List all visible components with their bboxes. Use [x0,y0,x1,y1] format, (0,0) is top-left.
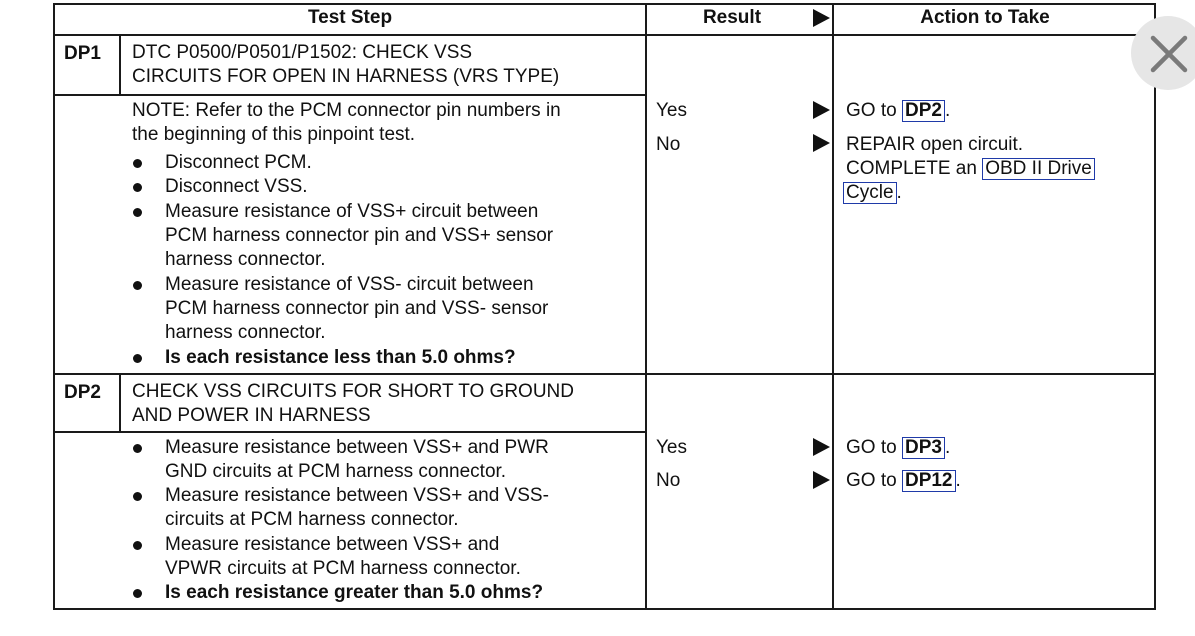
arrow-right-icon [813,471,830,489]
dp1-id-divider [119,34,121,95]
arrow-right-icon [813,9,830,27]
dp1-result-no: No [656,134,681,155]
bullet-icon [133,492,142,501]
close-button[interactable] [1131,16,1195,90]
dp1-no-action-line1: REPAIR open circuit. [846,134,1024,155]
bullet-icon [133,281,142,290]
header-action: Action to Take [920,7,1050,28]
bullet-icon [133,444,142,453]
dp2-yes-action-suffix: . [944,437,951,458]
result-column-divider [645,3,647,609]
header-test-step: Test Step [307,7,393,28]
dp1-bullet-4-line2: PCM harness connector pin and VSS- sensor [165,298,549,319]
table-border-bottom [53,608,1156,610]
dp1-bullet-3-line1: Measure resistance of VSS+ circuit between [165,201,539,222]
dp1-no-action-suffix: . [896,182,902,203]
obd-drive-cycle-link-cont[interactable]: Cycle [843,182,897,204]
dp1-bullet-2: Disconnect VSS. [165,176,308,197]
table-border-left [53,3,55,609]
dp2-no-action [846,469,961,493]
dp2-title-line2: AND POWER IN HARNESS [132,405,371,426]
dp1-result-yes: Yes [656,100,687,121]
dp2-no-action-suffix: . [955,470,961,491]
header-divider [53,34,1156,36]
dp1-yes-action-prefix: GO to [846,100,902,121]
dp1-no-action-line3 [843,181,902,205]
dp2-no-action-prefix: GO to [846,470,902,491]
dp2-bullet-2-line1: Measure resistance between VSS+ and VSS- [165,485,549,506]
dp2-result-yes: Yes [656,437,687,458]
arrow-right-icon [813,438,830,456]
table-border-right [1154,3,1156,609]
dp2-bullet-1-line1: Measure resistance between VSS+ and PWR [165,437,549,458]
arrow-right-icon [813,101,830,119]
dp2-id: DP2 [64,382,101,403]
bullet-icon [133,541,142,550]
dp2-bullet-1-line2: GND circuits at PCM harness connector. [165,461,507,482]
dp1-title-line2: CIRCUITS FOR OPEN IN HARNESS (VRS TYPE) [132,66,560,87]
bullet-icon [133,159,142,168]
dp1-bullet-3-line2: PCM harness connector pin and VSS+ sensor [165,225,554,246]
dp1-bullet-1: Disconnect PCM. [165,152,312,173]
dp1-no-action-prefix: COMPLETE an [846,158,983,179]
dp2-bullet-2-line2: circuits at PCM harness connector. [165,509,459,530]
dp2-link[interactable]: DP2 [902,100,945,122]
row-divider [53,373,1156,375]
bullet-icon [133,589,142,598]
header-result: Result [702,7,762,28]
dp2-question: Is each resistance greater than 5.0 ohms? [165,582,544,603]
dp1-yes-action-suffix: . [944,100,951,121]
dp2-id-divider [119,373,121,432]
bullet-icon [133,183,142,192]
dp2-bullet-3-line1: Measure resistance between VSS+ and [165,534,500,555]
dp1-yes-action [846,99,950,123]
dp2-bullet-3-line2: VPWR circuits at PCM harness connector. [165,558,521,579]
bullet-icon [133,354,142,363]
dp1-bullet-4-line1: Measure resistance of VSS- circuit between [165,274,534,295]
close-icon [1149,34,1189,74]
dp1-title-line1: DTC P0500/P0501/P1502: CHECK VSS [132,42,473,63]
dp1-no-action-line2 [846,157,1095,181]
dp3-link[interactable]: DP3 [902,437,945,459]
dp2-result-no: No [656,470,681,491]
dp1-bullet-3-line3: harness connector. [165,249,326,270]
dp1-id: DP1 [64,43,101,64]
dp1-bullet-4-line3: harness connector. [165,322,326,343]
action-column-divider [832,3,834,609]
dp2-title-line1: CHECK VSS CIRCUITS FOR SHORT TO GROUND [132,381,574,402]
obd-drive-cycle-link[interactable]: OBD II Drive [982,158,1095,180]
dp1-note-line2: the beginning of this pinpoint test. [132,124,416,145]
arrow-right-icon [813,134,830,152]
dp1-note-line1: NOTE: Refer to the PCM connector pin numbers in [132,100,561,121]
dp1-question: Is each resistance less than 5.0 ohms? [165,347,516,368]
dp1-title-divider [53,94,646,96]
dp2-yes-action [846,436,950,460]
dp12-link[interactable]: DP12 [902,470,956,492]
dp2-yes-action-prefix: GO to [846,437,902,458]
dp2-title-divider [53,431,646,433]
bullet-icon [133,208,142,217]
